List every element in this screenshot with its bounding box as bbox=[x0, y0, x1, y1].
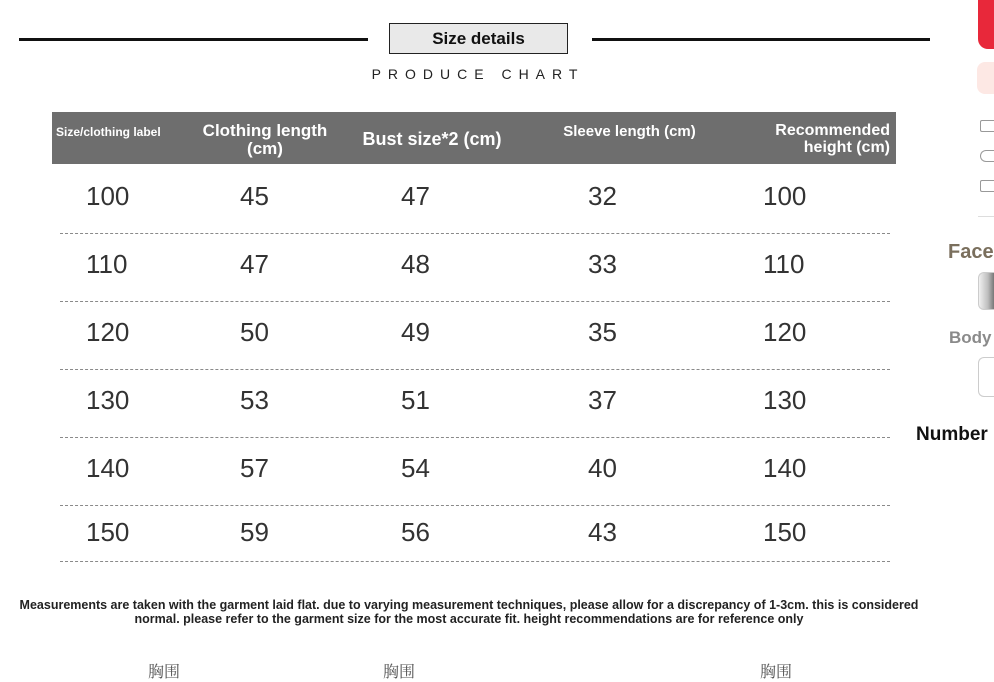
cropped-label: 胸围 bbox=[148, 664, 181, 681]
side-divider bbox=[978, 216, 994, 217]
body-label: Body bbox=[949, 328, 992, 347]
column-header-sleeve: Sleeve length (cm) bbox=[563, 123, 696, 140]
cell-length: 59 bbox=[240, 516, 269, 547]
table-row bbox=[52, 234, 896, 302]
cell-length: 45 bbox=[240, 180, 269, 211]
table-row bbox=[52, 166, 896, 234]
cell-bust: 49 bbox=[401, 316, 430, 347]
face-label: Face bbox=[948, 241, 994, 263]
header-rule-right bbox=[592, 38, 930, 41]
column-header-length: Clothing length (cm) bbox=[202, 121, 328, 158]
cell-height: 110 bbox=[763, 248, 805, 279]
truck-icon bbox=[980, 120, 994, 132]
cropped-label: 胸围 bbox=[383, 664, 416, 681]
cell-length: 57 bbox=[240, 452, 269, 483]
cell-height: 140 bbox=[763, 452, 807, 483]
header-rule-left bbox=[19, 38, 368, 41]
body-option-selector[interactable] bbox=[978, 357, 994, 397]
row-divider bbox=[60, 561, 890, 562]
cell-sleeve: 32 bbox=[588, 180, 617, 211]
cell-length: 47 bbox=[240, 248, 269, 279]
cell-height: 150 bbox=[763, 516, 807, 547]
table-row bbox=[52, 370, 896, 438]
table-header bbox=[52, 112, 896, 164]
chart-title: Size details bbox=[389, 23, 568, 54]
cell-bust: 47 bbox=[401, 180, 430, 211]
column-header-bust: Bust size*2 (cm) bbox=[362, 129, 502, 149]
cell-bust: 56 bbox=[401, 516, 430, 547]
shield-icon bbox=[980, 150, 994, 162]
cell-size: 100 bbox=[86, 180, 130, 211]
buy-button[interactable] bbox=[978, 0, 994, 49]
number-label: Number bbox=[916, 424, 988, 445]
cell-bust: 48 bbox=[401, 248, 430, 279]
table-row bbox=[52, 302, 896, 370]
cell-bust: 51 bbox=[401, 384, 430, 415]
cell-sleeve: 35 bbox=[588, 316, 617, 347]
table-row bbox=[52, 438, 896, 506]
cell-sleeve: 33 bbox=[588, 248, 617, 279]
column-header-height: Recommended height (cm) bbox=[775, 122, 890, 156]
promo-badge[interactable] bbox=[977, 62, 994, 94]
cell-sleeve: 40 bbox=[588, 452, 617, 483]
cell-size: 130 bbox=[86, 384, 130, 415]
cell-sleeve: 37 bbox=[588, 384, 617, 415]
cell-size: 140 bbox=[86, 452, 130, 483]
measurement-note: Measurements are taken with the garment laid flat. due to varying measurement techniques, please allow for a discrepancy of 1-3cm. this is considered normal. please refer to the garment size for the most accurate fit. height recommendations are for reference only bbox=[19, 598, 919, 626]
cell-bust: 54 bbox=[401, 452, 430, 483]
cell-size: 150 bbox=[86, 516, 130, 547]
cell-length: 50 bbox=[240, 316, 269, 347]
column-header-size: Size/clothing label bbox=[56, 125, 161, 139]
cell-height: 130 bbox=[763, 384, 807, 415]
cell-height: 100 bbox=[763, 180, 807, 211]
card-icon bbox=[980, 180, 994, 192]
cell-height: 120 bbox=[763, 316, 807, 347]
cropped-label: 胸围 bbox=[760, 664, 793, 681]
chart-subtitle: PRODUCE CHART bbox=[371, 66, 585, 82]
cell-size: 120 bbox=[86, 316, 130, 347]
cell-length: 53 bbox=[240, 384, 269, 415]
table-row bbox=[52, 502, 896, 562]
face-option-thumbnail[interactable] bbox=[978, 272, 994, 310]
cell-sleeve: 43 bbox=[588, 516, 617, 547]
cell-size: 110 bbox=[86, 248, 128, 279]
